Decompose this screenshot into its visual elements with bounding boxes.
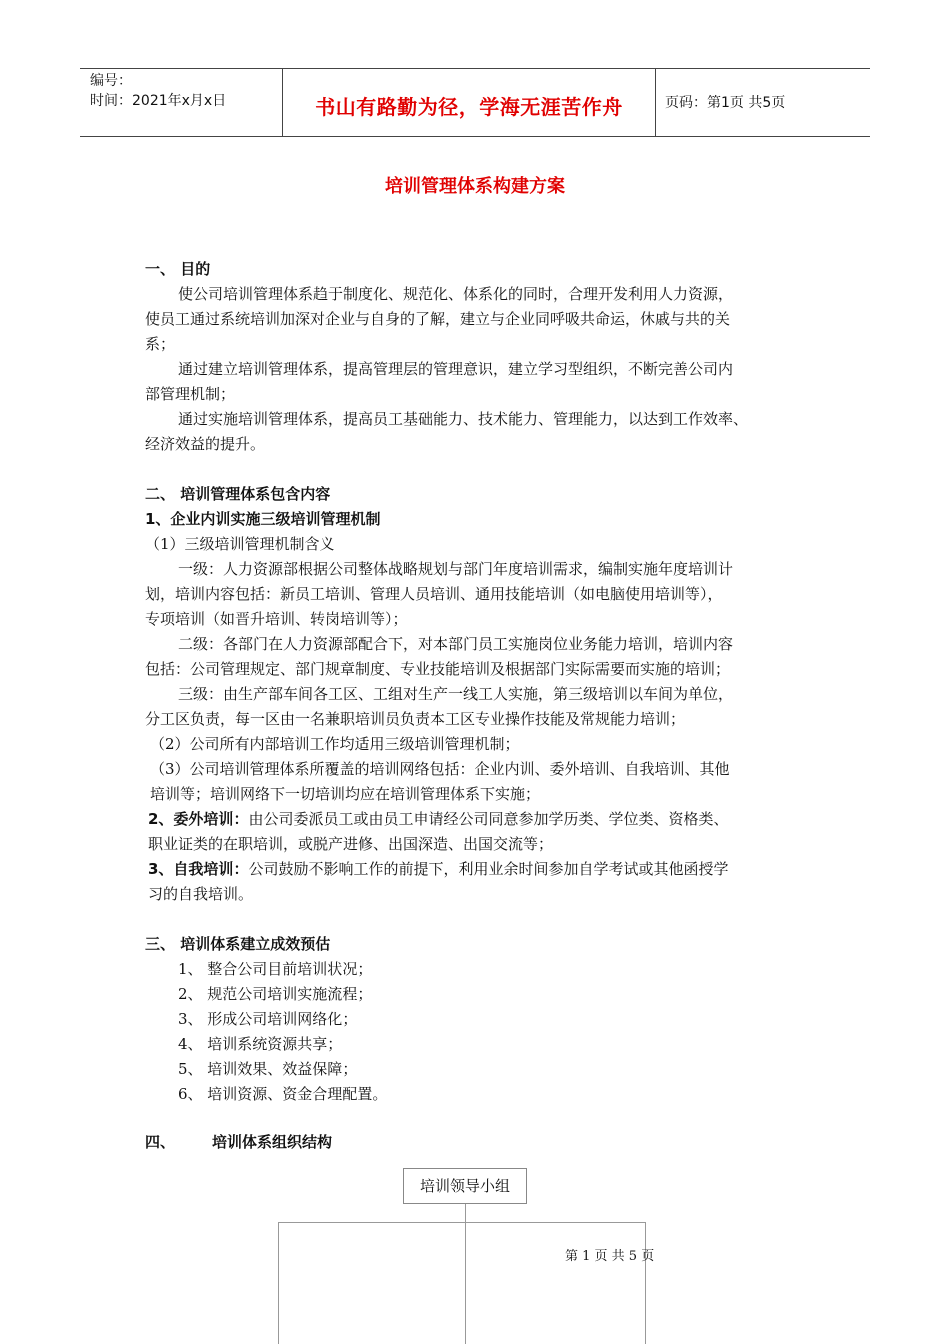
org-connector bbox=[645, 1222, 646, 1344]
paragraph-line: 部管理机制； bbox=[145, 385, 236, 403]
paragraph-line: 使公司培训管理体系趋于制度化、规范化、体系化的同时，合理开发利用人力资源， bbox=[178, 285, 734, 303]
section-1-heading: 一、 目的 bbox=[145, 260, 211, 278]
org-node-leadership-group: 培训领导小组 bbox=[403, 1168, 527, 1204]
page-label: 页码：第1页 共5页 bbox=[665, 95, 786, 111]
subsection-item: （1）三级培训管理机制含义 bbox=[145, 535, 335, 553]
subsection-item: （2）公司所有内部培训工作均适用三级培训管理机制； bbox=[150, 735, 520, 753]
paragraph-line: 习的自我培训。 bbox=[148, 885, 254, 903]
org-connector bbox=[465, 1222, 466, 1344]
paragraph-line: 分工区负责，每一区由一名兼职培训员负责本工区专业操作技能及常规能力培训； bbox=[145, 710, 686, 728]
section-2-heading: 二、 培训管理体系包含内容 bbox=[145, 485, 331, 503]
list-item: 2、 规范公司培训实施流程； bbox=[178, 985, 373, 1003]
list-item: 4、 培训系统资源共享； bbox=[178, 1035, 343, 1053]
list-item: 1、 整合公司目前培训状况； bbox=[178, 960, 373, 978]
subsection-heading: 1、企业内训实施三级培训管理机制 bbox=[145, 510, 381, 528]
org-connector bbox=[278, 1222, 279, 1344]
self-training bbox=[148, 857, 728, 881]
time-label: 时间：2021年x月x日 bbox=[90, 93, 227, 109]
paragraph-line: 专项培训（如晋升培训、转岗培训等）； bbox=[145, 610, 408, 628]
list-item: 3、 形成公司培训网络化； bbox=[178, 1010, 358, 1028]
list-item: 6、 培训资源、资金合理配置。 bbox=[178, 1085, 388, 1103]
header-right-cell bbox=[655, 69, 870, 136]
outsourced-training bbox=[148, 807, 728, 831]
section-4-number: 四、 bbox=[145, 1133, 176, 1151]
paragraph-line: 培训等；培训网络下一切培训均应在培训管理体系下实施； bbox=[150, 785, 541, 803]
page-footer: 第 1 页 共 5 页 bbox=[565, 1249, 655, 1264]
document-title: 培训管理体系构建方案 bbox=[385, 176, 565, 197]
paragraph-line: 使员工通过系统培训加深对企业与自身的了解，建立与企业同呼吸共命运，休戚与共的关 bbox=[145, 310, 731, 328]
paragraph-line: 通过建立培训管理体系，提高管理层的管理意识，建立学习型组织，不断完善公司内 bbox=[178, 360, 734, 378]
subsection-item: （3）公司培训管理体系所覆盖的培训网络包括：企业内训、委外培训、自我培训、其他 bbox=[150, 760, 730, 778]
paragraph-line: 一级：人力资源部根据公司整体战略规划与部门年度培训需求，编制实施年度培训计 bbox=[178, 560, 734, 578]
org-connector bbox=[278, 1222, 646, 1223]
self-training-label: 3、自我培训： bbox=[148, 860, 249, 878]
header-left-cell bbox=[80, 69, 282, 136]
list-item: 5、 培训效果、效益保障； bbox=[178, 1060, 358, 1078]
paragraph-line: 通过实施培训管理体系，提高员工基础能力、技术能力、管理能力，以达到工作效率、 bbox=[178, 410, 749, 428]
motto: 书山有路勤为径，学海无涯苦作舟 bbox=[315, 95, 623, 119]
self-training-text: 公司鼓励不影响工作的前提下，利用业余时间参加自学考试或其他函授学 bbox=[248, 860, 729, 878]
paragraph-line: 二级：各部门在人力资源部配合下，对本部门员工实施岗位业务能力培训，培训内容 bbox=[178, 635, 734, 653]
section-3-heading: 三、 培训体系建立成效预估 bbox=[145, 935, 331, 953]
header-table bbox=[80, 68, 870, 137]
paragraph-line: 系； bbox=[145, 335, 176, 353]
paragraph-line: 划，培训内容包括：新员工培训、管理人员培训、通用技能培训（如电脑使用培训等）， bbox=[145, 585, 723, 603]
outsourced-training-text: 由公司委派员工或由员工申请经公司同意参加学历类、学位类、资格类、 bbox=[248, 810, 729, 828]
paragraph-line: 职业证类的在职培训，或脱产进修、出国深造、出国交流等； bbox=[148, 835, 554, 853]
org-connector bbox=[465, 1204, 466, 1222]
outsourced-training-label: 2、委外培训： bbox=[148, 810, 249, 828]
section-4-heading: 培训体系组织结构 bbox=[212, 1133, 333, 1151]
paragraph-line: 经济效益的提升。 bbox=[145, 435, 266, 453]
number-label: 编号： bbox=[90, 73, 132, 89]
paragraph-line: 三级：由生产部车间各工区、工组对生产一线工人实施，第三级培训以车间为单位， bbox=[178, 685, 734, 703]
paragraph-line: 包括：公司管理规定、部门规章制度、专业技能培训及根据部门实际需要而实施的培训； bbox=[145, 660, 731, 678]
header-center-cell bbox=[282, 69, 656, 136]
